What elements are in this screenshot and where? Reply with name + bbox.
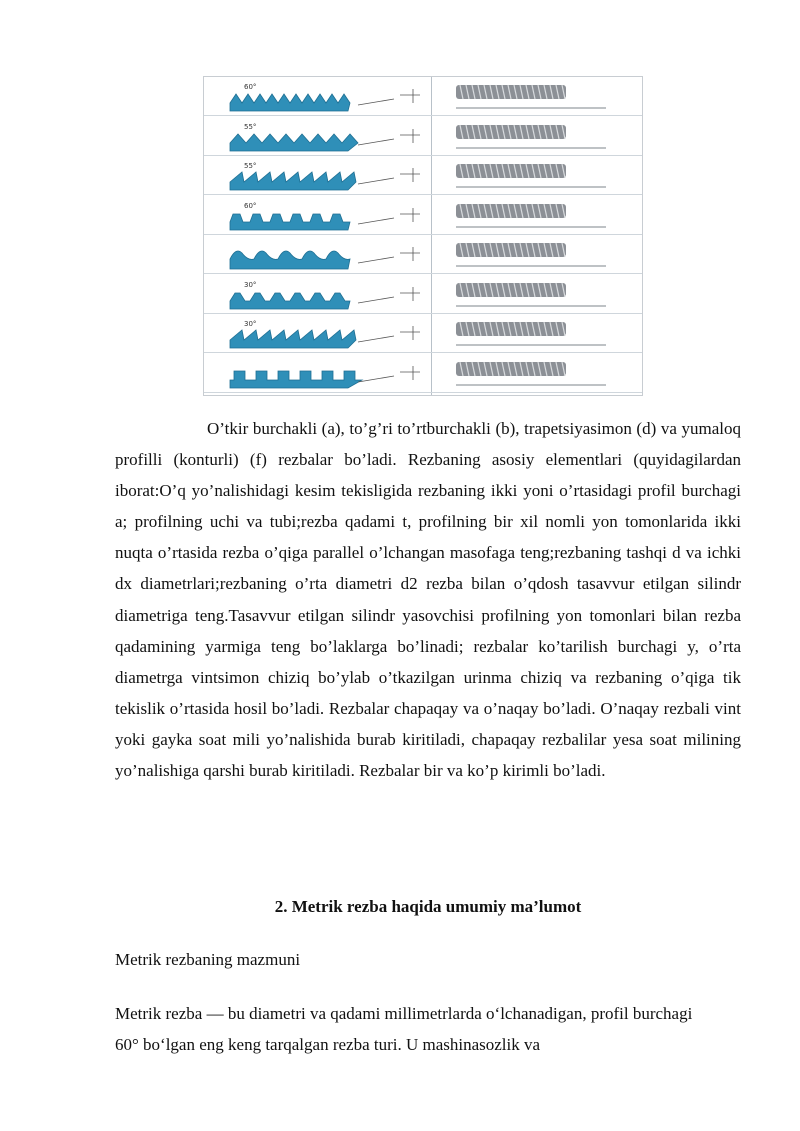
thread-profile-drawing xyxy=(208,316,426,352)
threaded-part-image xyxy=(436,237,636,273)
threaded-part-image xyxy=(436,356,636,392)
thread-profile-drawing xyxy=(208,277,426,313)
profile-angle-label: 60° xyxy=(244,83,257,91)
figure-row xyxy=(204,235,642,274)
profile-angle-label: 60° xyxy=(244,201,257,210)
threaded-part-image xyxy=(436,277,636,313)
thread-profile-drawing xyxy=(208,79,426,115)
profile-angle-label: 30° xyxy=(244,280,257,289)
profile-angle-label: 30° xyxy=(244,320,257,328)
thread-profile-drawing xyxy=(208,237,426,273)
threaded-part-image xyxy=(436,316,636,352)
threaded-part-image xyxy=(436,119,636,155)
subheading: Metrik rezbaning mazmuni xyxy=(115,950,301,969)
figure-row xyxy=(204,156,642,195)
threaded-part-image xyxy=(436,158,636,194)
thread-profile-drawing xyxy=(208,356,426,392)
threaded-part-image xyxy=(436,198,636,234)
thread-profile-drawing xyxy=(208,158,426,194)
profile-angle-label: 55° xyxy=(244,162,257,170)
figure-row xyxy=(204,117,642,156)
figure-row xyxy=(204,196,642,235)
figure-row xyxy=(204,77,642,116)
figure-row xyxy=(204,275,642,314)
body-paragraph-thread-types: O’tkir burchakli (a), to’g’ri to’rtburchakli (b), trapetsiyasimon (d) va yumaloq profilli (konturli) (f) rezbalar bo’ladi. Rezbaning asosiy elementlari (quyidagilardan iborat:O’q yo’nalishidagi kesim tekisligida rezbaning ikki yoni o’rtasidagi profil burchagi a; profilning uchi va tubi;rezba qadami t, profilning bir xil nomli yon tomonlarida ikki nuqta o’rtasida rezba o’qiga parallel o’lchangan masofaga teng;rezbaning tashqi d va ichki dx diametrlari;rezbaning o’rta diametri d2 rezba bilan o’qdosh tasavvur etilgan silindr diametriga teng.Tasavvur etilgan silindr yasovchisi profilning yon tomonlari bilan rezba qadamining yarmiga teng bo’laklarga bo’linadi; rezbalar ko’tarilish burchagi y, o’rta diametrga vintsimon chiziq bo’ylab o’tkazilgan urinma chiziq va rezbaning o’qiga tik tekislik o’rtasida hosil bo’ladi. Rezbalar chapaqay va o’naqay bo’ladi. O’naqay rezbali vint yoki gayka soat mili yo’nalishida burab kiritiladi, chapaqay rezbalilar yesa soat milining yo’nalishiga qarshi burab kiritiladi. Rezbalar bir va ko’p kirimli bo’ladi. xyxy=(115,419,741,781)
threaded-part-image xyxy=(436,79,636,115)
figure-row xyxy=(204,354,642,393)
body-paragraph-metric: Metrik rezba — bu diametri va qadami millimetrlarda o‘lchanadigan, profil burchagi 60° bo‘lgan eng keng tarqalgan rezba turi. U mashinasozlik va xyxy=(115,1004,693,1054)
thread-profile-drawing xyxy=(208,198,426,234)
profile-angle-label: 55° xyxy=(244,122,257,131)
figure-row xyxy=(204,314,642,353)
thread-profile-drawing xyxy=(208,119,426,155)
section-heading: 2. Metrik rezba haqida umumiy ma’lumot xyxy=(274,897,582,916)
thread-profiles-figure xyxy=(203,76,643,396)
